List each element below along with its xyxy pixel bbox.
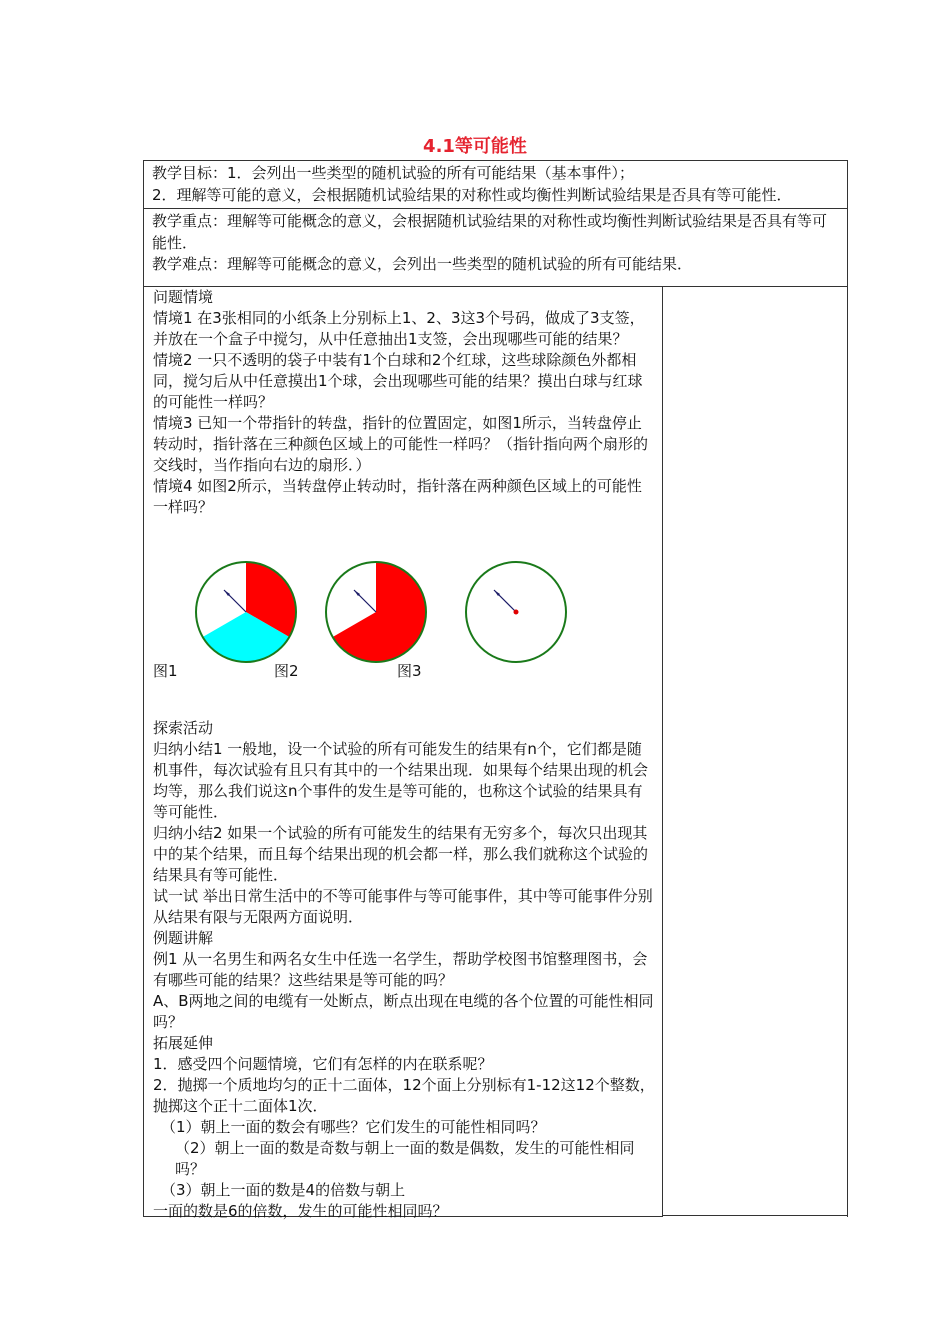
summary-2: 归纳小结2 如果一个试验的所有可能发生的结果有无穷多个，每次只出现其中的某个结果，而且每个结果出现的机会都一样，那么我们就称这个试验的结果具有等可能性．	[153, 824, 649, 884]
extension-q2-1: （1）朝上一面的数会有哪些？它们发生的可能性相同吗？	[161, 1118, 546, 1136]
example-1: 例1 从一名男生和两名女生中任选一名学生，帮助学校图书馆整理图书，会有哪些可能的结果？这些结果是等可能的吗？	[153, 950, 648, 989]
summary-1: 归纳小结1 一般地，设一个试验的所有可能发生的结果有n个，它们都是随机事件，每次试验有且只有其中的一个结果出现．如果每个结果出现的机会均等，那么我们说这n个事件的发生是等可能的，也称这个试验的结果具有等可能性．	[153, 740, 649, 821]
objective-1: 教学目标：1．会列出一些类型的随机试验的所有可能结果（基本事件）；	[152, 164, 635, 182]
exploration-section	[153, 718, 656, 1222]
divider	[662, 1215, 848, 1216]
try-it: 试一试 举出日常生活中的不等可能事件与等可能事件，其中等可能事件分别从结果有限与无限两方面说明．	[153, 887, 653, 926]
spinner-1	[196, 562, 296, 662]
situation-1: 情境1 在3张相同的小纸条上分别标上1、2、3这3个号码，做成了3支签，并放在一个盒子中搅匀，从中任意抽出1支签，会出现哪些可能的结果？	[153, 309, 645, 348]
page-title: 4.1等可能性	[423, 136, 527, 157]
key-point: 教学重点：理解等可能概念的意义，会根据随机试验结果的对称性或均衡性判断试验结果是否具有等可能性．	[152, 212, 828, 252]
difficulty: 教学难点：理解等可能概念的意义，会列出一些类型的随机试验的所有可能结果．	[152, 255, 693, 273]
pivot-dot	[514, 610, 519, 615]
main-content-box	[143, 286, 663, 1220]
situation-3: 情境3 已知一个带指针的转盘，指针的位置固定，如图1所示，当转盘停止转动时，指针落在三种颜色区域上的可能性一样吗？（指针指向两个扇形的交线时，当作指向右边的扇形．）	[153, 414, 649, 474]
objective-2: 2．理解等可能的意义，会根据随机试验结果的对称性或均衡性判断试验结果是否具有等可能性．	[152, 185, 792, 204]
extension-q2-2: （2）朝上一面的数是奇数与朝上一面的数是偶数，发生的可能性相同吗？	[175, 1139, 635, 1178]
example-2: A、B两地之间的电缆有一处断点，断点出现在电缆的各个位置的可能性相同吗？	[153, 992, 654, 1031]
notes-column	[662, 286, 848, 1217]
extension-q1: 1．感受四个问题情境，它们有怎样的内在联系呢？	[153, 1055, 493, 1073]
figure-label-1: 图1	[153, 662, 178, 680]
figure-label-2: 图2	[274, 662, 299, 680]
objectives-box	[143, 160, 848, 287]
spinner-2	[326, 562, 426, 662]
extension-q2-3b: 一面的数是6的倍数，发生的可能性相同吗？	[153, 1202, 448, 1220]
situation-2: 情境2 一只不透明的袋子中装有1个白球和2个红球，这些球除颜色外都相同，搅匀后从中任意摸出1个球，会出现哪些可能的结果？摸出白球与红球的可能性一样吗？	[153, 351, 643, 411]
situation-4: 情境4 如图2所示，当转盘停止转动时，指针落在两种颜色区域上的可能性一样吗？	[153, 477, 642, 516]
spinner-figures	[184, 557, 634, 667]
section-heading: 探索活动	[153, 719, 214, 737]
problem-situations	[153, 287, 656, 518]
figure-label-3: 图3	[397, 662, 422, 680]
extension-q2-3a: （3）朝上一面的数是4的倍数与朝上	[161, 1181, 406, 1199]
section-heading: 例题讲解	[153, 929, 214, 947]
divider	[144, 208, 847, 209]
extension-q2: 2．抛掷一个质地均匀的正十二面体，12个面上分别标有1-12这12个整数，抛掷这个正十二面体1次．	[153, 1076, 655, 1115]
section-heading: 拓展延伸	[153, 1034, 214, 1052]
spinner-3	[466, 562, 566, 662]
section-heading: 问题情境	[153, 288, 214, 306]
